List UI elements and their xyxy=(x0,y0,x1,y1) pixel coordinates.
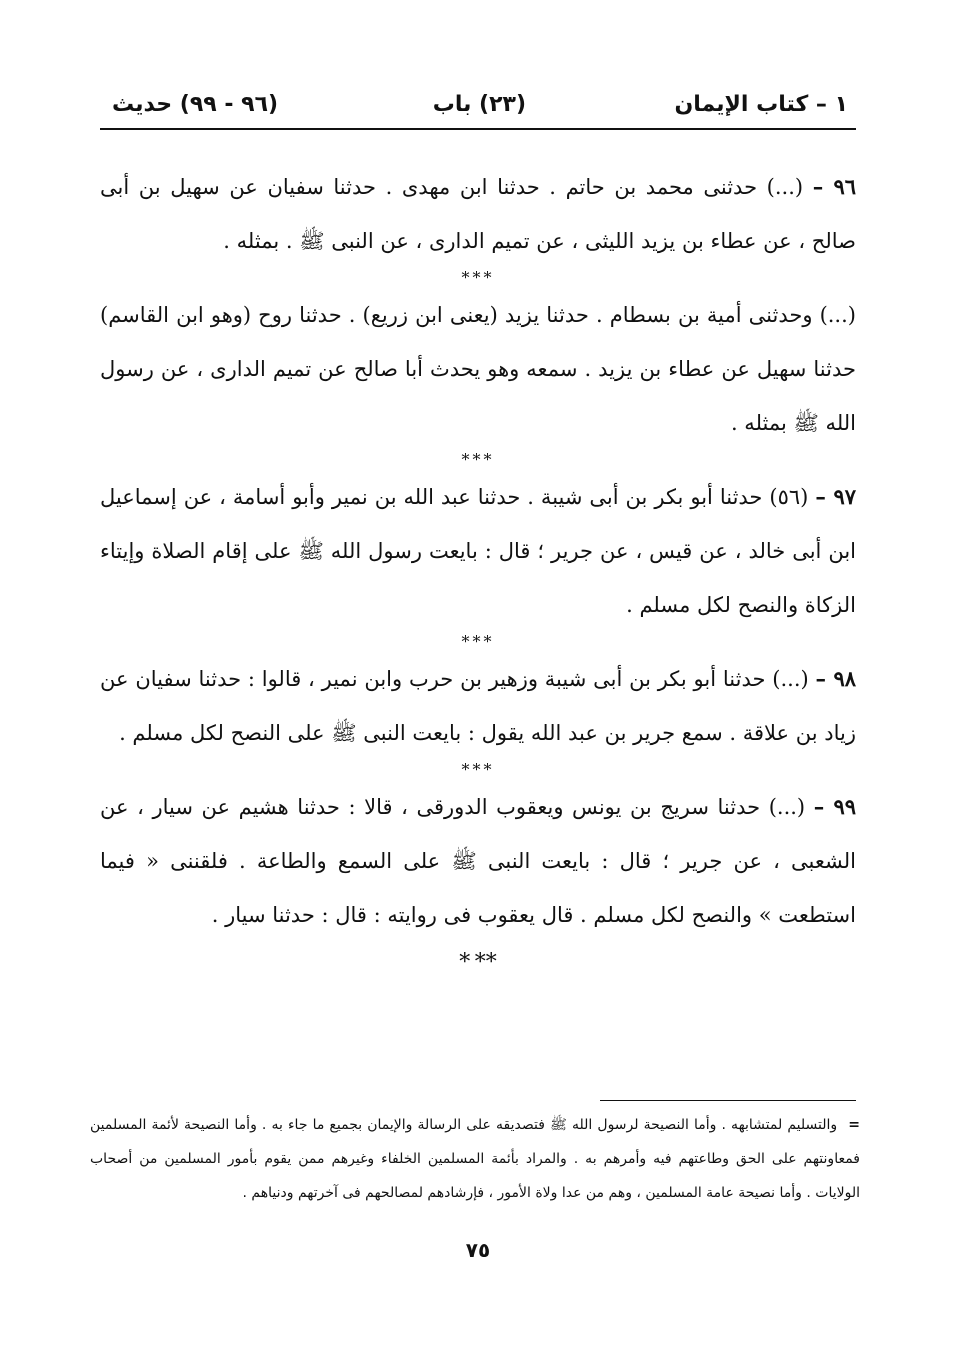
separator: *** xyxy=(461,450,495,469)
footnote-continuation-mark: = xyxy=(848,1117,861,1133)
hadith-reference: (...) xyxy=(768,795,806,819)
footnote-text: والتسليم لمتشابهه . وأما النصيحة لرسول الله ﷺ فتصديقه على الرسالة والإيمان بجميع ما جاء به . وأما النصيحة لأئمة المسلمين فمعاونتهم على الحق وطاعتهم فيه وأمرهم به . والمراد بأئمة المسلمين الخلفاء وغيرهم ممن يقوم بأمور المسلمين من أصحاب الولايات . وأما نصيحة عامة المسلمين ، وهم من عدا ولاة الأمور ، فإرشادهم لمصالحهم فى آخرتهم ودنياهم . xyxy=(90,1117,860,1201)
chapter-title: (٢٣) باب xyxy=(432,92,526,117)
hadith-96-variant xyxy=(100,288,856,450)
hadith-body: حدثنا أبو بكر بن أبى شيبة . حدثنا عبد الله بن نمير وأبو أسامة ، عن إسماعيل ابن أبى خالد ، عن قيس ، عن جرير ؛ قال : بايعت رسول الله ﷺ على إقام الصلاة وإيتاء الزكاة والنصح لكل مسلم . xyxy=(100,485,856,617)
hadith-number: ٩٨ – xyxy=(815,666,857,691)
hadith-98 xyxy=(100,652,856,760)
footnote-rule xyxy=(600,1100,856,1101)
running-header xyxy=(100,86,856,126)
hadith-reference: (...) xyxy=(766,175,804,199)
separator: *** xyxy=(461,268,495,287)
section-end-mark: * ** xyxy=(459,950,497,975)
page-number: ٧٥ xyxy=(465,1238,491,1262)
hadith-number: ٩٧ – xyxy=(815,484,856,509)
hadith-reference: (...) xyxy=(772,667,809,691)
hadith-number: ٩٦ – xyxy=(812,174,856,199)
hadith-99 xyxy=(100,780,856,942)
hadith-reference: (٥٦) xyxy=(769,485,809,509)
hadith-body: حدثنا أبو بكر بن أبى شيبة وزهير بن حرب وابن نمير ، قالوا : حدثنا سفيان عن زياد بن علاقة . سمع جرير بن عبد الله يقول : بايعت النبى ﷺ على النصح لكل مسلم . xyxy=(100,667,856,745)
header-rule xyxy=(100,128,856,130)
hadith-97 xyxy=(100,470,856,632)
hadith-text-block xyxy=(100,160,856,1000)
separator: *** xyxy=(461,760,495,779)
footnote xyxy=(90,1108,860,1210)
book-title: ١ – كتاب الإيمان xyxy=(674,92,848,117)
separator: *** xyxy=(461,632,495,651)
hadith-body: حدثنا سريج بن يونس ويعقوب الدورقى ، قالا : حدثنا هشيم عن سيار ، عن الشعبى ، عن جرير ؛ قال : بايعت النبى ﷺ على السمع والطاعة . فلقننى « فيما استطعت » والنصح لكل مسلم . قال يعقوب فى روايته : قال : حدثنا سيار . xyxy=(100,795,856,927)
hadith-body: وحدثنى أمية بن بسطام . حدثنا يزيد (يعنى ابن زريع) . حدثنا روح (وهو ابن القاسم) حدثنا سهيل عن عطاء بن يزيد . سمعه وهو يحدث أبا صالح عن تميم الدارى ، عن رسول الله ﷺ بمثله . xyxy=(100,303,856,435)
hadith-range: (٩٦ - ٩٩) حديث xyxy=(112,92,279,117)
hadith-reference: (...) xyxy=(819,303,856,327)
hadith-number: ٩٩ – xyxy=(813,794,856,819)
hadith-body: حدثنى محمد بن حاتم . حدثنا ابن مهدى . حدثنا سفيان عن سهيل بن أبى صالح ، عن عطاء بن يزيد الليثى ، عن تميم الدارى ، عن النبى ﷺ . بمثله . xyxy=(100,175,856,253)
hadith-96 xyxy=(100,160,856,268)
